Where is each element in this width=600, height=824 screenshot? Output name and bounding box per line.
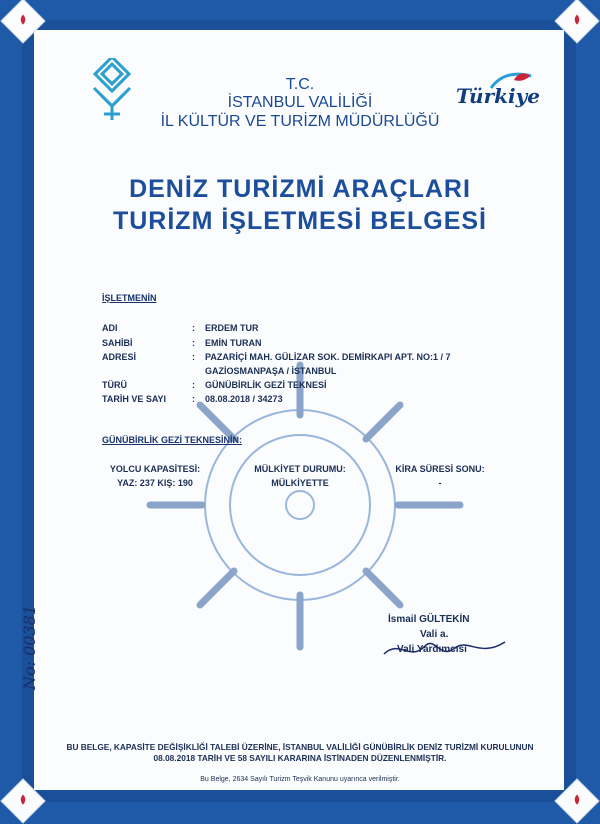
serial-number: No: 00381 xyxy=(20,604,39,690)
field-separator: : xyxy=(192,394,195,404)
footer-line1: BU BELGE, KAPASİTE DEĞİŞİKLİĞİ TALEBİ ÜZERİNE, İSTANBUL VALİLİĞİ GÜNÜBİRLİK DENİZ TURİZMİ KURULUNUN xyxy=(66,742,534,752)
field-adi-label: ADI xyxy=(102,323,118,333)
field-turu-label: TÜRÜ xyxy=(102,380,127,390)
signatory-role: Vali Yardımcısı xyxy=(397,644,467,655)
field-separator: : xyxy=(192,323,195,333)
handwritten-signature xyxy=(380,634,510,664)
tulip-icon xyxy=(17,794,29,806)
tulip-icon xyxy=(571,794,583,806)
kapasite-value: YAZ: 237 KIŞ: 190 xyxy=(117,478,193,488)
header-mudurluk: İL KÜLTÜR VE TURİZM MÜDÜRLÜĞÜ xyxy=(160,113,440,130)
footer-line2: 08.08.2018 TARİH VE 58 SAYILI KARARINA İSTİNADEN DÜZENLENMİŞTİR. xyxy=(153,753,447,763)
field-turu-value: GÜNÜBİRLİK GEZİ TEKNESİ xyxy=(205,380,327,390)
ship-wheel-watermark xyxy=(130,355,470,655)
signatory-name: İsmail GÜLTEKİN xyxy=(388,614,470,625)
footer-legal-note: Bu Belge, 2634 Sayılı Turizm Teşvik Kanunu uyarınca verilmiştir. xyxy=(200,776,400,783)
isletme-section-heading: İŞLETMENİN xyxy=(102,293,157,303)
kira-label: KİRA SÜRESİ SONU: xyxy=(395,464,485,474)
field-tarih-value: 08.08.2018 / 34273 xyxy=(205,394,283,404)
field-separator: : xyxy=(192,338,195,348)
field-sahibi-label: SAHİBİ xyxy=(102,338,133,348)
field-separator: : xyxy=(192,380,195,390)
header-valilik: İSTANBUL VALİLİĞİ xyxy=(227,94,373,111)
signatory-title: Vali a. xyxy=(420,629,449,640)
tekne-section-heading: GÜNÜBİRLİK GEZİ TEKNESİNİN: xyxy=(102,435,243,445)
field-adresi-value: PAZARİÇİ MAH. GÜLİZAR SOK. DEMİRKAPI APT. NO:1 / 7 xyxy=(205,352,451,362)
header-tc: T.C. xyxy=(285,76,315,93)
field-adresi-value-line2: GAZİOSMANPAŞA / İSTANBUL xyxy=(205,366,337,376)
turkiye-brand-text: Türkiye xyxy=(456,84,540,108)
kapasite-label: YOLCU KAPASİTESİ: xyxy=(109,464,201,474)
tulip-icon xyxy=(571,14,583,26)
field-adresi-label: ADRESİ xyxy=(102,352,137,362)
field-separator: : xyxy=(192,352,195,362)
field-tarih-label: TARİH VE SAYI xyxy=(102,394,167,404)
tulip-icon xyxy=(17,14,29,26)
certificate-title-line1: DENİZ TURİZMİ ARAÇLARI xyxy=(129,175,471,203)
mulkiyet-label: MÜLKİYET DURUMU: xyxy=(254,464,346,474)
field-adi-value: ERDEM TUR xyxy=(205,323,259,333)
field-sahibi-value: EMİN TURAN xyxy=(205,338,262,348)
certificate-title-line2: TURİZM İŞLETMESİ BELGESİ xyxy=(112,207,487,235)
kira-value: - xyxy=(438,478,442,488)
mulkiyet-value: MÜLKİYETTE xyxy=(271,478,329,488)
